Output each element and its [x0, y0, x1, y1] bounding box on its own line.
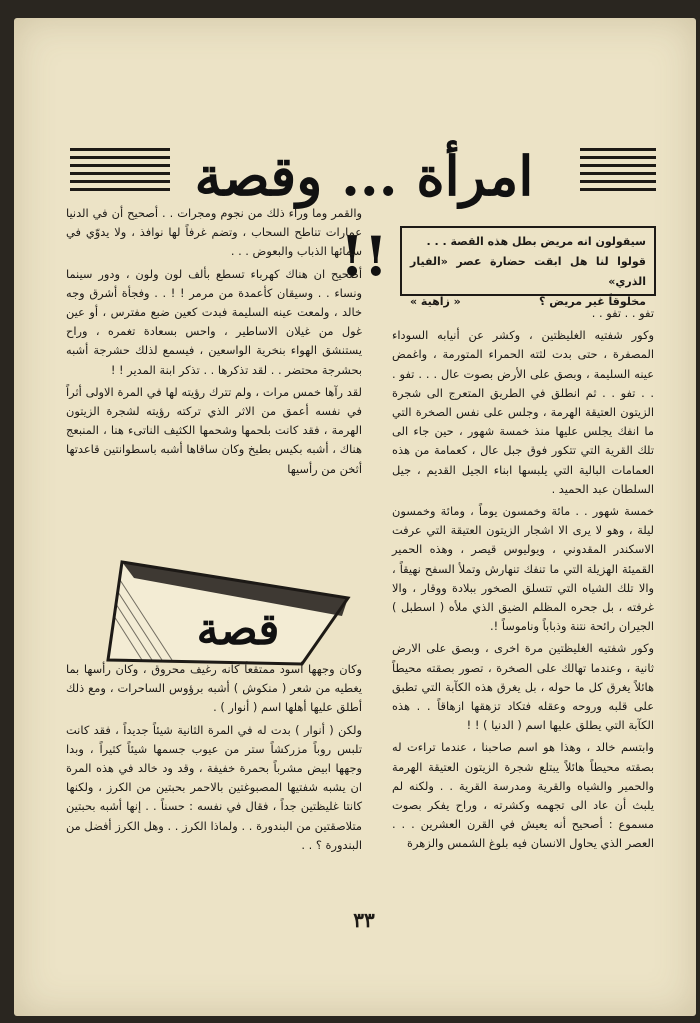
left-paragraph-1: والقمر وما وراء ذلك من نجوم ومجرات . . أصحيح أن في الدنيا عمارات تناطح السحاب ، وتضم غرفاً لها نوافذ ، ولا يدوّي في سمائها الذباب والبعوض . . .	[66, 206, 362, 259]
right-paragraph-2: خمسة شهور . . مائة وخمسون يوماً ، ومائة وخمسون ليلة ، وهو لا يرى الا اشجار الزيتون العتيقة التي عرفت الاسكندر المقدوني ، ويوليوس قيصر ، وهذه الحمير القميئة الهزيلة التي ما تنفك تنهارش وتملأ السفح نهيقاً ، والا تلك الشياه التي تتسلق الصخور ببلادة ووقار ، والا غرفته ، بل جحره المظلم الضيق الذي ملأه ( اسطبل ) الجيران رائحة نتنة وذباباً وناموساً !.	[392, 504, 654, 634]
quote-line-1: سيقولون انه مريض بطل هذه القصة . . .	[426, 235, 646, 248]
right-paragraph-1: وكور شفتيه الغليظتين ، وكشر عن أنيابه السوداء المصفرة ، حتى بدت لثته الحمراء المتورمة ، واغمض عينه السليمة ، وبصق على الأرض بصوت عال . . . تفو . . . تفو . . ثم انطلق في الطريق المتعرج الى شجرة الزيتون العتيقة الهرمة ، وجلس على نفس الصخرة التي ما انفك يجلس عليها منذ خمسة شهور ، حين جاء الى تلك القرية التي تتكور فوق جبل عال ، كعمامة من هذه العمامات البالية التي يلبسها ابناء الجيل القديم ، جيل السلطان عبد الحميد .	[392, 328, 654, 496]
right-paragraph-0: تفو . . تفو . .	[591, 306, 654, 320]
article-title: امرأة ... وقصة !!	[194, 144, 534, 288]
magazine-page	[14, 18, 696, 1016]
story-label: قصة	[196, 604, 280, 655]
intro-quote-box	[400, 226, 656, 308]
quote-line-3: مخلوقاً غير مريض ؟	[539, 295, 646, 308]
page-number: ٣٣	[353, 908, 375, 932]
story-illustration	[102, 556, 354, 668]
right-column	[392, 304, 654, 857]
quote-line-2: قولوا لنا هل ابقت حضارة عصر «الفيار الذري»	[410, 255, 646, 288]
left-paragraph-3: لقد رآها خمس مرات ، ولم تترك رؤيته لها في المرة الاولى أثراً في نفسه أعمق من الاثر الذي تركته رؤيته لشجرة الزيتون الهرمة ، فقد كانت بلحمها وشحمها الكثيف الناتىء هنا ، المنبعج هناك ، أشبه بكيس بطيخ وكان ساقاها أشبه باسطوانتين قاعدتها أثخن من رأسيها	[66, 384, 362, 476]
title-rules-right	[580, 148, 656, 196]
left-column-bottom	[66, 660, 362, 858]
left-paragraph-2: أصحيح ان هناك كهرباء تسطع بألف لون ولون ، ودور سينما ونساء . . وسيقان كأعمدة من مرمر ! ! . . وفجأة أشرق وجه خالد ، ولمعت عينه السليمة فبدت كعين ضبع مفترس ، أو عين غول من غيلان الاساطير ، واحس بسعادة تغمره ، وراح يستنشق الهواء بنخرية الواسعين ، فيسمع لذلك حشرجة أشبه بحشرجة محتضر . . لقد تذكرها . . تذكر ابنة المدير ! !	[66, 266, 362, 377]
quote-signature: « زاهية »	[410, 295, 461, 308]
right-paragraph-4: وابتسم خالد ، وهذا هو اسم صاحبنا ، عندما تراءت له بصقته محيطاً هائلاً يبتلع شجرة الزيتون العتيقة الهرمة والحمير والشياه والقرية ومدرسة القرية . . ولكنه لم يلبث أن عاد الى تجهمه وكشرته ، وراح يفكر بصوت مسموع : أصحيح أنه يعيش في القرن العشرين . . . العصر الذي يحاول الانسان فيه بلوغ الشمس والزهرة	[392, 740, 654, 851]
right-paragraph-3: وكور شفتيه الغليظتين مرة اخرى ، وبصق على الارض ثانية ، وعندما تهالك على الصخرة ، تصور بصقته محيطاً هائلاً يغرق كل ما حوله ، بل يغرق هذه الكآبة التي تطبق على قلبه وروحه وعقله فتكاد تزهقها ازهاقاً . . هذه الكآبة التي يطلق عليها اسم ( الدنيا ) ! !	[392, 641, 654, 733]
left-column-top	[66, 204, 362, 482]
left-paragraph-5: ولكن ( أنوار ) بدت له في المرة الثانية شيئاً جديداً ، فقد كانت تلبس روباً مزركشاً ستر من عيوب جسمها شيئاً كثيراً ، وبدا وجهها ابيض مشرباً بحمرة خفيفة ، وقد ود خالد في هذه المرة ان يشبه شفتيها المصبوغتين بالاحمر بحبتين من الكرز ، ولكنها كانتا غليظتين جداً ، فقال في نفسه : حسناً . . إنها أشبه بحبتين متلاصقتين من البندورة . . ولماذا الكرز . . وهل الكرز أفضل من البندورة ؟ . .	[66, 722, 362, 852]
title-rules-left	[70, 148, 170, 196]
left-paragraph-4: وكان وجهها أسود ممتقعاً كأنه رغيف محروق ، وكان رأسها بما يغطيه من شعر ( منكوش ) أشبه برؤوس الساحرات ، ومع ذلك أطلق عليها أهلها اسم ( أنوار ) .	[66, 662, 362, 715]
